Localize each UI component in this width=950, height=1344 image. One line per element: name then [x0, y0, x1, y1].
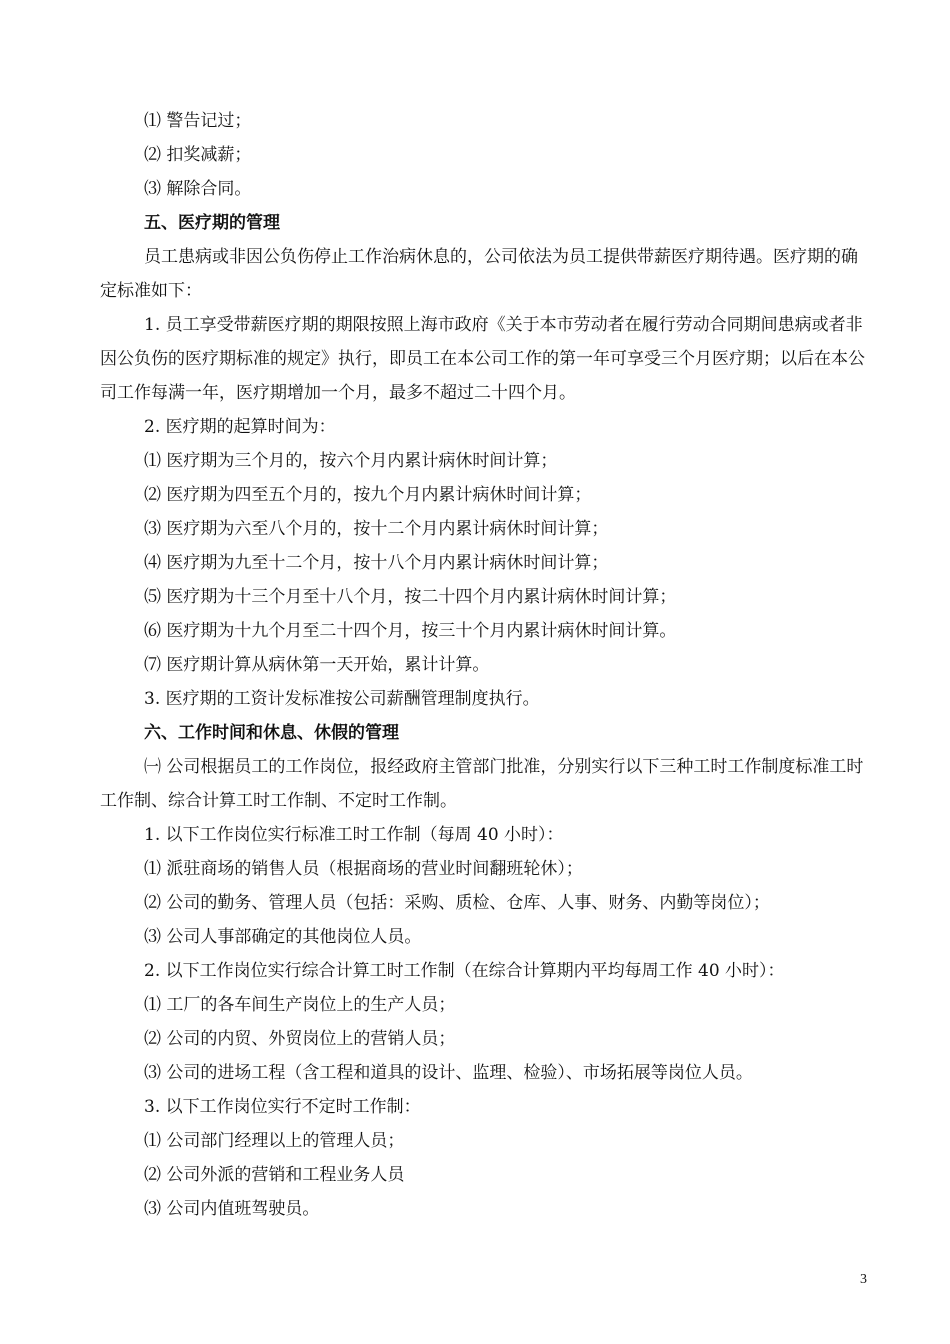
list-item: ⑹ 医疗期为十九个月至二十四个月，按三十个月内累计病休时间计算。 [144, 621, 677, 641]
list-item: ⑶ 公司内值班驾驶员。 [144, 1199, 320, 1219]
list-item: ⑶ 公司人事部确定的其他岗位人员。 [144, 927, 422, 947]
list-item: ⑴ 警告记过； [144, 111, 252, 131]
list-item: ⑵ 公司的内贸、外贸岗位上的营销人员； [144, 1029, 456, 1049]
paragraph: 员工患病或非因公负伤停止工作治病休息的，公司依法为员工提供带薪医疗期待遇。医疗期的确定标准如下： [100, 247, 858, 301]
list-item: ⑶ 解除合同。 [144, 179, 252, 199]
list-item: ⑶ 公司的进场工程（含工程和道具的设计、监理、检验）、市场拓展等岗位人员。 [144, 1063, 753, 1083]
list-item: ⑸ 医疗期为十三个月至十八个月，按二十四个月内累计病休时间计算； [144, 587, 677, 607]
list-item: ⑷ 医疗期为九至十二个月，按十八个月内累计病休时间计算； [144, 553, 609, 573]
list-item: ⑴ 派驻商场的销售人员（根据商场的营业时间翻班轮休）； [144, 859, 583, 879]
list-item: ⑵ 扣奖减薪； [144, 145, 252, 165]
list-item: ⑴ 公司部门经理以上的管理人员； [144, 1131, 405, 1151]
document-body [100, 104, 872, 1226]
section-heading: 六、工作时间和休息、休假的管理 [144, 723, 399, 743]
list-item: ⑺ 医疗期计算从病休第一天开始，累计计算。 [144, 655, 490, 675]
list-item: ⑴ 工厂的各车间生产岗位上的生产人员； [144, 995, 456, 1015]
list-item: ⑵ 公司的勤务、管理人员（包括：采购、质检、仓库、人事、财务、内勤等岗位）； [144, 893, 770, 913]
list-item: ⑵ 公司外派的营销和工程业务人员 [144, 1165, 405, 1185]
list-item: 2. 医疗期的起算时间为： [144, 417, 336, 437]
paragraph: 1. 员工享受带薪医疗期的期限按照上海市政府《关于本市劳动者在履行劳动合同期间患病或者非因公负伤的医疗期标准的规定》执行，即员工在本公司工作的第一年可享受三个月医疗期；以后在本公司工作每满一年，医疗期增加一个月，最多不超过二十四个月。 [100, 315, 865, 403]
paragraph: ㈠ 公司根据员工的工作岗位，报经政府主管部门批准，分别实行以下三种工时工作制度标准工时工作制、综合计算工时工作制、不定时工作制。 [100, 757, 864, 811]
list-item: ⑴ 医疗期为三个月的，按六个月内累计病休时间计算； [144, 451, 558, 471]
list-item: 3. 以下工作岗位实行不定时工作制： [144, 1097, 421, 1117]
list-item: 1. 以下工作岗位实行标准工时工作制（每周 40 小时）： [144, 825, 564, 845]
list-item: 3. 医疗期的工资计发标准按公司薪酬管理制度执行。 [144, 689, 540, 709]
section-heading: 五、医疗期的管理 [144, 213, 280, 233]
page-number: 3 [860, 1272, 867, 1287]
list-item: ⑵ 医疗期为四至五个月的，按九个月内累计病休时间计算； [144, 485, 592, 505]
list-item: ⑶ 医疗期为六至八个月的，按十二个月内累计病休时间计算； [144, 519, 609, 539]
list-item: 2. 以下工作岗位实行综合计算工时工作制（在综合计算期内平均每周工作 40 小时）： [144, 961, 785, 981]
